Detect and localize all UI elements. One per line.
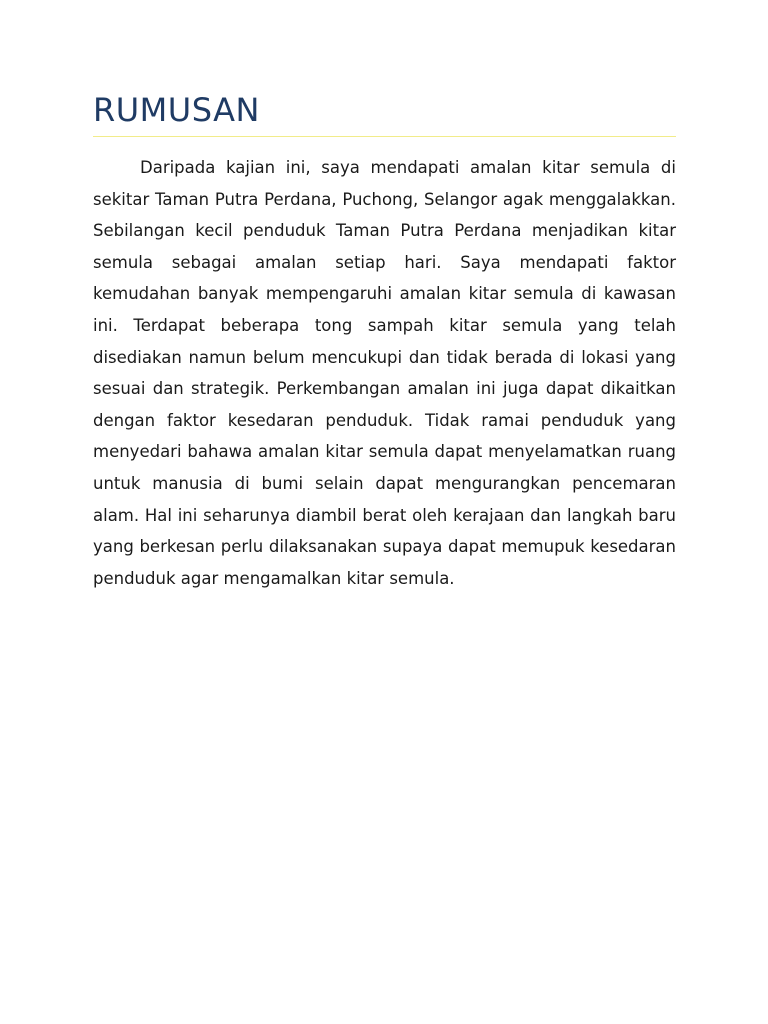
section-heading: RUMUSAN (93, 91, 260, 129)
heading-underline-rule (93, 136, 676, 137)
body-paragraph: Daripada kajian ini, saya mendapati amalan kitar semula di sekitar Taman Putra Perdana, Puchong, Selangor agak menggalakkan. Sebilangan kecil penduduk Taman Putra Perdana menjadikan kitar semula sebagai amalan setiap hari. Saya mendapati faktor kemudahan banyak mempengaruhi amalan kitar semula di kawasan ini. Terdapat beberapa tong sampah kitar semula yang telah disediakan namun belum mencukupi dan tidak berada di lokasi yang sesuai dan strategik. Perkembangan amalan ini juga dapat dikaitkan dengan faktor kesedaran penduduk. Tidak ramai penduduk yang menyedari bahawa amalan kitar semula dapat menyelamatkan ruang untuk manusia di bumi selain dapat mengurangkan pencemaran alam. Hal ini seharunya diambil berat oleh kerajaan dan langkah baru yang berkesan perlu dilaksanakan supaya dapat memupuk kesedaran penduduk agar mengamalkan kitar semula. (93, 158, 676, 588)
